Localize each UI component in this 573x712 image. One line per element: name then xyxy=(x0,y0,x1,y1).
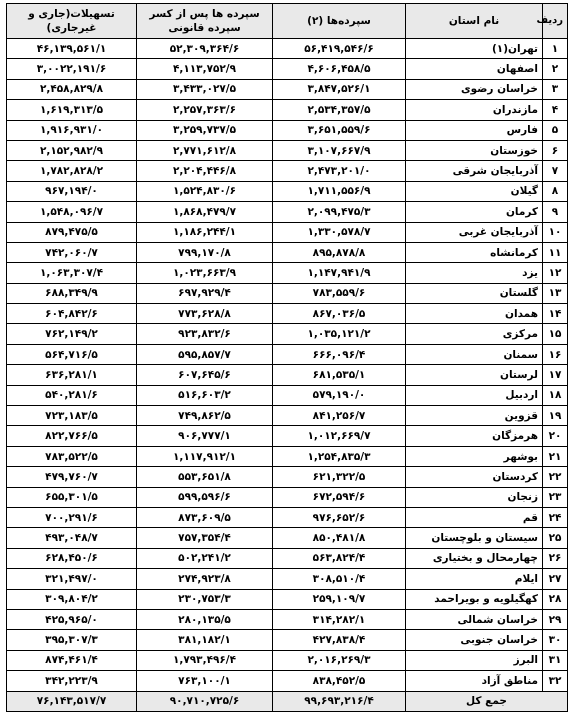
table-row xyxy=(7,528,568,548)
cell-net-deposits: ۵۹۹,۵۹۶/۶ xyxy=(137,487,273,507)
cell-loans: ۳,۰۰۲۲,۱۹۱/۶ xyxy=(7,59,137,79)
cell-loans: ۵۴۰,۲۸۱/۶ xyxy=(7,385,137,405)
cell-loans: ۳۹۵,۳۰۷/۳ xyxy=(7,630,137,650)
cell-row-number: ۲۴ xyxy=(543,507,568,527)
cell-row-number: ۱۳ xyxy=(543,283,568,303)
table-row xyxy=(7,630,568,650)
cell-province: اردبیل xyxy=(406,385,543,405)
total-label: جمع کل xyxy=(406,691,568,711)
cell-deposits: ۱,۳۳۰,۵۷۸/۷ xyxy=(273,222,406,242)
table-row xyxy=(7,650,568,670)
table-row xyxy=(7,202,568,222)
cell-row-number: ۳۱ xyxy=(543,650,568,670)
cell-province: خراسان شمالی xyxy=(406,609,543,629)
cell-deposits: ۵۶,۴۱۹,۵۴۶/۶ xyxy=(273,39,406,59)
table-row xyxy=(7,385,568,405)
cell-row-number: ۳ xyxy=(543,79,568,99)
cell-deposits: ۶۸۱,۵۳۵/۱ xyxy=(273,365,406,385)
cell-row-number: ۷ xyxy=(543,161,568,181)
cell-loans: ۶۸۸,۳۴۹/۹ xyxy=(7,283,137,303)
cell-deposits: ۳,۶۵۱,۵۵۹/۶ xyxy=(273,120,406,140)
table-row xyxy=(7,467,568,487)
cell-net-deposits: ۷۴۹,۸۶۲/۵ xyxy=(137,406,273,426)
table-row xyxy=(7,181,568,201)
table-row xyxy=(7,324,568,344)
cell-net-deposits: ۱,۰۲۳,۶۶۳/۹ xyxy=(137,263,273,283)
cell-net-deposits: ۵۹۵,۸۵۷/۷ xyxy=(137,344,273,364)
cell-deposits: ۲,۴۷۳,۲۰۱/۰ xyxy=(273,161,406,181)
cell-net-deposits: ۳,۴۳۳,۰۲۷/۵ xyxy=(137,79,273,99)
cell-loans: ۷۲۳,۱۸۳/۵ xyxy=(7,406,137,426)
cell-row-number: ۶ xyxy=(543,140,568,160)
cell-loans: ۸۷۹,۴۷۵/۵ xyxy=(7,222,137,242)
cell-province: سمنان xyxy=(406,344,543,364)
province-banking-table-container xyxy=(6,3,567,712)
cell-loans: ۱,۶۱۹,۳۱۳/۵ xyxy=(7,100,137,120)
cell-row-number: ۲۱ xyxy=(543,446,568,466)
cell-loans: ۸۷۴,۴۶۱/۴ xyxy=(7,650,137,670)
cell-net-deposits: ۲,۲۰۴,۴۴۶/۸ xyxy=(137,161,273,181)
cell-loans: ۱,۹۱۶,۹۳۱/۰ xyxy=(7,120,137,140)
cell-deposits: ۴,۶۰۶,۴۵۸/۵ xyxy=(273,59,406,79)
cell-deposits: ۸۴۱,۲۵۶/۷ xyxy=(273,406,406,426)
table-row xyxy=(7,446,568,466)
cell-net-deposits: ۱,۷۹۳,۴۹۶/۴ xyxy=(137,650,273,670)
table-row xyxy=(7,589,568,609)
cell-deposits: ۲,۵۳۴,۳۵۷/۵ xyxy=(273,100,406,120)
cell-row-number: ۲۵ xyxy=(543,528,568,548)
cell-loans: ۱,۵۴۸,۰۹۶/۷ xyxy=(7,202,137,222)
table-body xyxy=(7,39,568,692)
cell-net-deposits: ۳۸۱,۱۸۲/۱ xyxy=(137,630,273,650)
cell-net-deposits: ۷۶۳,۱۰۰/۱ xyxy=(137,671,273,691)
cell-province: قزوین xyxy=(406,406,543,426)
cell-province: سیستان و بلوچستان xyxy=(406,528,543,548)
cell-deposits: ۱,۰۳۵,۱۲۱/۲ xyxy=(273,324,406,344)
total-loans: ۷۶,۱۴۳,۵۱۷/۷ xyxy=(7,691,137,711)
header-row-number: ردیف xyxy=(543,4,568,39)
table-row xyxy=(7,344,568,364)
cell-row-number: ۱۷ xyxy=(543,365,568,385)
cell-net-deposits: ۵۲,۳۰۹,۳۶۴/۶ xyxy=(137,39,273,59)
cell-net-deposits: ۱,۵۲۴,۸۳۰/۶ xyxy=(137,181,273,201)
table-row xyxy=(7,263,568,283)
total-net-deposits: ۹۰,۷۱۰,۷۲۵/۶ xyxy=(137,691,273,711)
cell-net-deposits: ۵۱۶,۶۰۳/۲ xyxy=(137,385,273,405)
table-row xyxy=(7,609,568,629)
cell-deposits: ۸۶۷,۰۳۶/۵ xyxy=(273,304,406,324)
table-row xyxy=(7,140,568,160)
cell-row-number: ۵ xyxy=(543,120,568,140)
cell-deposits: ۲۵۹,۱۰۹/۷ xyxy=(273,589,406,609)
cell-loans: ۵۶۴,۷۱۶/۵ xyxy=(7,344,137,364)
table-row xyxy=(7,487,568,507)
table-row xyxy=(7,120,568,140)
table-row xyxy=(7,161,568,181)
cell-province: قم xyxy=(406,507,543,527)
cell-deposits: ۲,۰۱۶,۲۶۹/۳ xyxy=(273,650,406,670)
cell-deposits: ۷۸۳,۵۵۹/۶ xyxy=(273,283,406,303)
cell-province: آذربایجان شرقی xyxy=(406,161,543,181)
cell-row-number: ۱۱ xyxy=(543,242,568,262)
cell-row-number: ۱۶ xyxy=(543,344,568,364)
cell-loans: ۳۴۲,۲۲۳/۹ xyxy=(7,671,137,691)
cell-net-deposits: ۲,۷۷۱,۶۱۲/۸ xyxy=(137,140,273,160)
cell-row-number: ۱ xyxy=(543,39,568,59)
cell-province: مرکزی xyxy=(406,324,543,344)
cell-deposits: ۵۷۹,۱۹۰/۰ xyxy=(273,385,406,405)
cell-row-number: ۲۲ xyxy=(543,467,568,487)
cell-loans: ۹۶۷,۱۹۴/۰ xyxy=(7,181,137,201)
cell-net-deposits: ۵۵۳,۶۵۱/۸ xyxy=(137,467,273,487)
cell-net-deposits: ۸۷۳,۶۰۹/۵ xyxy=(137,507,273,527)
cell-row-number: ۱۵ xyxy=(543,324,568,344)
cell-province: خراسان جنوبی xyxy=(406,630,543,650)
cell-deposits: ۸۹۵,۸۷۸/۸ xyxy=(273,242,406,262)
cell-province: اصفهان xyxy=(406,59,543,79)
cell-province: زنجان xyxy=(406,487,543,507)
cell-province: تهران(۱) xyxy=(406,39,543,59)
table-row xyxy=(7,39,568,59)
cell-province: گیلان xyxy=(406,181,543,201)
cell-net-deposits: ۶۹۷,۹۲۹/۴ xyxy=(137,283,273,303)
cell-deposits: ۸۵۰,۴۸۱/۸ xyxy=(273,528,406,548)
cell-province: خراسان رضوی xyxy=(406,79,543,99)
cell-province: کرمانشاه xyxy=(406,242,543,262)
cell-province: خوزستان xyxy=(406,140,543,160)
cell-row-number: ۲۷ xyxy=(543,569,568,589)
header-loans: تسهیلات(جاری و غیرجاری) xyxy=(7,4,137,39)
cell-loans: ۴۶,۱۳۹,۵۶۱/۱ xyxy=(7,39,137,59)
cell-province: فارس xyxy=(406,120,543,140)
cell-net-deposits: ۲,۲۵۷,۳۶۳/۶ xyxy=(137,100,273,120)
cell-deposits: ۸۳۸,۴۵۲/۵ xyxy=(273,671,406,691)
table-row xyxy=(7,426,568,446)
cell-loans: ۷۸۳,۵۲۲/۵ xyxy=(7,446,137,466)
cell-loans: ۶۲۸,۴۵۰/۶ xyxy=(7,548,137,568)
table-row xyxy=(7,365,568,385)
cell-deposits: ۱,۱۴۷,۹۴۱/۹ xyxy=(273,263,406,283)
cell-loans: ۲,۴۵۸,۸۲۹/۸ xyxy=(7,79,137,99)
cell-loans: ۴۹۳,۰۴۸/۷ xyxy=(7,528,137,548)
cell-deposits: ۳۰۸,۵۱۰/۴ xyxy=(273,569,406,589)
cell-province: کرمان xyxy=(406,202,543,222)
cell-province: هرمزگان xyxy=(406,426,543,446)
cell-row-number: ۸ xyxy=(543,181,568,201)
cell-province: ایلام xyxy=(406,569,543,589)
table-row xyxy=(7,242,568,262)
cell-deposits: ۵۶۳,۸۲۴/۴ xyxy=(273,548,406,568)
table-row xyxy=(7,304,568,324)
cell-province: بوشهر xyxy=(406,446,543,466)
header-province: نام استان xyxy=(406,4,543,39)
cell-loans: ۱,۷۸۲,۸۲۸/۲ xyxy=(7,161,137,181)
cell-loans: ۳۰۹,۸۰۴/۲ xyxy=(7,589,137,609)
cell-row-number: ۱۲ xyxy=(543,263,568,283)
cell-loans: ۶۵۵,۳۰۱/۵ xyxy=(7,487,137,507)
cell-row-number: ۲ xyxy=(543,59,568,79)
header-deposits: سپرده‌ها (۲) xyxy=(273,4,406,39)
cell-loans: ۱,۰۶۳,۳۰۷/۴ xyxy=(7,263,137,283)
cell-row-number: ۱۴ xyxy=(543,304,568,324)
cell-loans: ۸۲۲,۷۶۶/۵ xyxy=(7,426,137,446)
cell-deposits: ۶۲۱,۳۲۲/۵ xyxy=(273,467,406,487)
cell-province: مناطق آزاد xyxy=(406,671,543,691)
cell-province: همدان xyxy=(406,304,543,324)
table-row xyxy=(7,548,568,568)
cell-province: آذربایجان غربی xyxy=(406,222,543,242)
cell-row-number: ۱۸ xyxy=(543,385,568,405)
cell-province: کهگیلویه و بویراحمد xyxy=(406,589,543,609)
cell-net-deposits: ۱,۸۶۸,۴۷۹/۷ xyxy=(137,202,273,222)
cell-row-number: ۹ xyxy=(543,202,568,222)
cell-province: لرستان xyxy=(406,365,543,385)
cell-deposits: ۴۲۷,۸۳۸/۴ xyxy=(273,630,406,650)
cell-deposits: ۱,۲۵۴,۸۳۵/۳ xyxy=(273,446,406,466)
cell-row-number: ۲۰ xyxy=(543,426,568,446)
cell-province: کردستان xyxy=(406,467,543,487)
table-row xyxy=(7,59,568,79)
cell-row-number: ۱۰ xyxy=(543,222,568,242)
cell-loans: ۶۳۶,۲۸۱/۱ xyxy=(7,365,137,385)
cell-row-number: ۴ xyxy=(543,100,568,120)
cell-loans: ۴۲۵,۹۶۵/۰ xyxy=(7,609,137,629)
cell-net-deposits: ۳,۲۵۹,۷۳۷/۵ xyxy=(137,120,273,140)
cell-row-number: ۲۳ xyxy=(543,487,568,507)
table-row xyxy=(7,406,568,426)
cell-net-deposits: ۲۳۰,۷۵۳/۳ xyxy=(137,589,273,609)
cell-province: چهارمحال و بختیاری xyxy=(406,548,543,568)
table-row xyxy=(7,569,568,589)
cell-net-deposits: ۶۰۷,۶۴۵/۶ xyxy=(137,365,273,385)
cell-province: البرز xyxy=(406,650,543,670)
cell-loans: ۷۶۲,۱۴۹/۲ xyxy=(7,324,137,344)
cell-deposits: ۳۱۴,۲۸۲/۱ xyxy=(273,609,406,629)
cell-loans: ۴۷۹,۷۶۰/۷ xyxy=(7,467,137,487)
total-row xyxy=(7,691,568,711)
cell-deposits: ۱,۰۱۲,۶۶۹/۷ xyxy=(273,426,406,446)
header-net-deposits: سپرده ها پس از کسر سپرده قانونی xyxy=(137,4,273,39)
cell-net-deposits: ۷۷۳,۶۲۸/۸ xyxy=(137,304,273,324)
cell-loans: ۶۰۴,۸۴۲/۶ xyxy=(7,304,137,324)
cell-net-deposits: ۷۵۷,۳۵۴/۴ xyxy=(137,528,273,548)
cell-row-number: ۱۹ xyxy=(543,406,568,426)
table-row xyxy=(7,222,568,242)
cell-loans: ۳۲۱,۴۹۷/۰ xyxy=(7,569,137,589)
cell-row-number: ۲۶ xyxy=(543,548,568,568)
table-row xyxy=(7,283,568,303)
cell-net-deposits: ۱,۱۱۷,۹۱۲/۱ xyxy=(137,446,273,466)
table-row xyxy=(7,507,568,527)
cell-row-number: ۲۸ xyxy=(543,589,568,609)
cell-deposits: ۱,۷۱۱,۵۵۶/۹ xyxy=(273,181,406,201)
cell-net-deposits: ۲۷۴,۹۲۳/۸ xyxy=(137,569,273,589)
cell-province: یزد xyxy=(406,263,543,283)
cell-row-number: ۳۲ xyxy=(543,671,568,691)
cell-net-deposits: ۱,۱۸۶,۲۴۴/۱ xyxy=(137,222,273,242)
cell-province: گلستان xyxy=(406,283,543,303)
table-row xyxy=(7,671,568,691)
cell-net-deposits: ۴,۱۱۳,۷۵۲/۹ xyxy=(137,59,273,79)
cell-province: مازندران xyxy=(406,100,543,120)
cell-net-deposits: ۷۹۹,۱۷۰/۸ xyxy=(137,242,273,262)
table-header-row xyxy=(7,4,568,39)
table-row xyxy=(7,100,568,120)
cell-deposits: ۶۷۲,۵۹۴/۶ xyxy=(273,487,406,507)
cell-loans: ۷۰۰,۲۹۱/۶ xyxy=(7,507,137,527)
cell-loans: ۲,۱۵۲,۹۸۲/۹ xyxy=(7,140,137,160)
province-banking-table xyxy=(6,3,568,712)
cell-net-deposits: ۹۰۶,۷۷۷/۱ xyxy=(137,426,273,446)
cell-loans: ۷۴۲,۰۶۰/۷ xyxy=(7,242,137,262)
cell-net-deposits: ۵۰۲,۲۴۱/۲ xyxy=(137,548,273,568)
cell-deposits: ۳,۱۰۷,۶۶۷/۹ xyxy=(273,140,406,160)
cell-net-deposits: ۲۸۰,۱۳۵/۵ xyxy=(137,609,273,629)
table-row xyxy=(7,79,568,99)
cell-row-number: ۳۰ xyxy=(543,630,568,650)
cell-deposits: ۹۷۶,۶۵۲/۶ xyxy=(273,507,406,527)
cell-deposits: ۶۶۶,۰۹۶/۴ xyxy=(273,344,406,364)
cell-row-number: ۲۹ xyxy=(543,609,568,629)
cell-net-deposits: ۹۲۳,۸۳۲/۶ xyxy=(137,324,273,344)
cell-deposits: ۳,۸۴۷,۵۲۶/۱ xyxy=(273,79,406,99)
cell-deposits: ۲,۰۹۹,۴۷۵/۳ xyxy=(273,202,406,222)
total-deposits: ۹۹,۶۹۳,۲۱۶/۴ xyxy=(273,691,406,711)
